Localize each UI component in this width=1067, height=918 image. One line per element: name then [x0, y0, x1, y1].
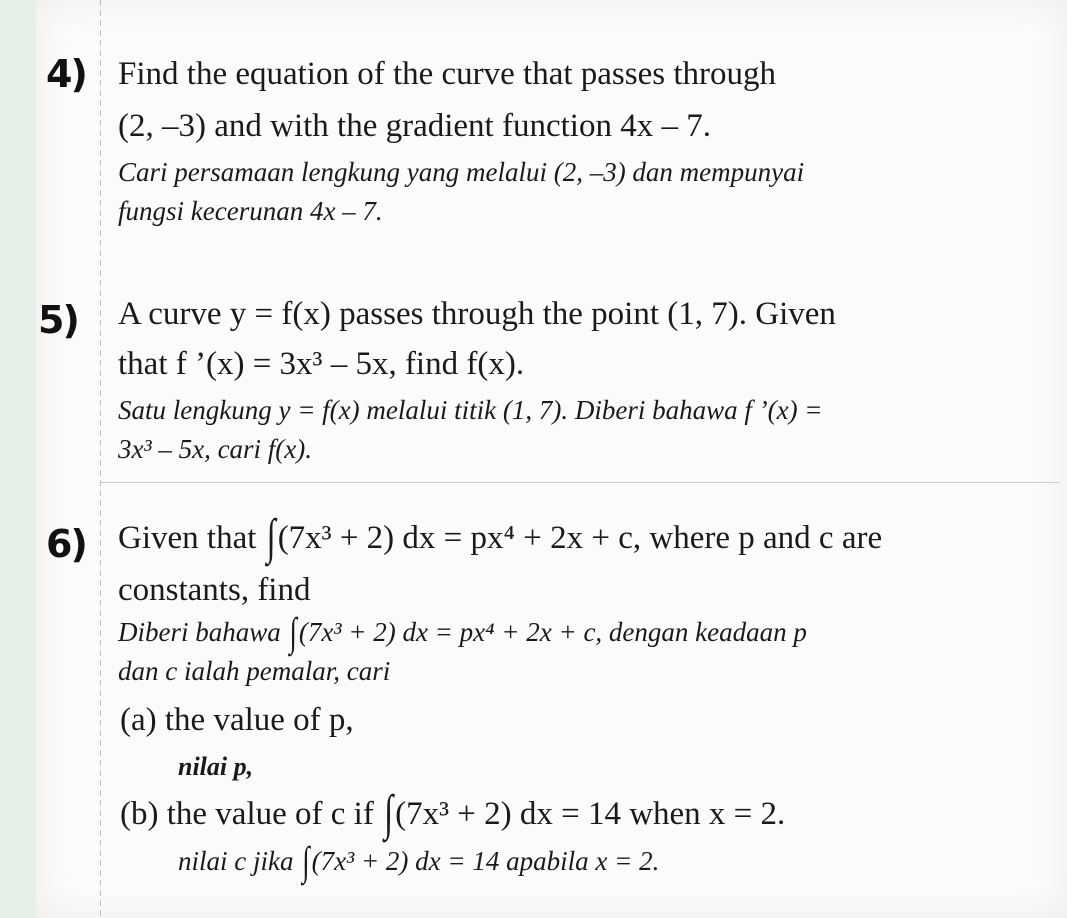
question-text-en: (2, –3) and with the gradient function 4x – 7. [118, 108, 711, 144]
question-text-ms: Satu lengkung y = f(x) melalui titik (1, 7). Diberi bahawa f ’(x) = [118, 395, 823, 425]
section-divider [100, 482, 1060, 483]
question-number: 4) [46, 52, 86, 96]
question-text-en: Find the equation of the curve that passes through [118, 56, 777, 92]
part-text-ms [178, 838, 660, 884]
margin-line [100, 0, 101, 918]
integral-expression: (7x³ + 2) dx = px⁴ + 2x + c, dengan keadaan p [298, 617, 807, 647]
integral-symbol: ∫ [266, 510, 276, 565]
question-text-ms: fungsi kecerunan 4x – 7. [118, 196, 383, 226]
question-text-en [118, 510, 883, 565]
question-text-ms [118, 609, 807, 655]
part-b [120, 786, 786, 841]
part-text-en: the value of c if [166, 796, 374, 832]
part-text-en: the value of p, [164, 702, 354, 738]
integral-symbol: ∫ [289, 609, 297, 655]
question-text-en: that f ’(x) = 3x³ – 5x, find f(x). [118, 346, 525, 382]
part-text-ms: nilai p, [178, 752, 254, 781]
part-label: (b) [120, 796, 159, 832]
part-label: (a) [120, 702, 157, 738]
integral-expression: (7x³ + 2) dx = 14 when x = 2. [395, 796, 786, 832]
question-text-ms: 3x³ – 5x, cari f(x). [118, 434, 313, 464]
integral-symbol: ∫ [302, 838, 310, 884]
integral-symbol: ∫ [384, 786, 394, 841]
question-text-ms: Cari persamaan lengkung yang melalui (2, –3) dan mempunyai [118, 157, 805, 187]
integral-expression: (7x³ + 2) dx = 14 apabila x = 2. [311, 846, 660, 876]
part-a [120, 702, 354, 739]
part-prefix: nilai c jika [178, 846, 294, 876]
question-text-ms: dan c ialah pemalar, cari [118, 656, 391, 686]
question-number: 5) [38, 298, 78, 342]
question-text-en: constants, find [118, 572, 311, 608]
question-prefix: Diberi bahawa [118, 617, 281, 647]
question-text-en: A curve y = f(x) passes through the point (1, 7). Given [118, 296, 836, 332]
integral-expression: (7x³ + 2) dx = px⁴ + 2x + c, where p and c are [277, 520, 883, 556]
question-number: 6) [46, 522, 86, 566]
question-prefix: Given that [118, 520, 257, 556]
